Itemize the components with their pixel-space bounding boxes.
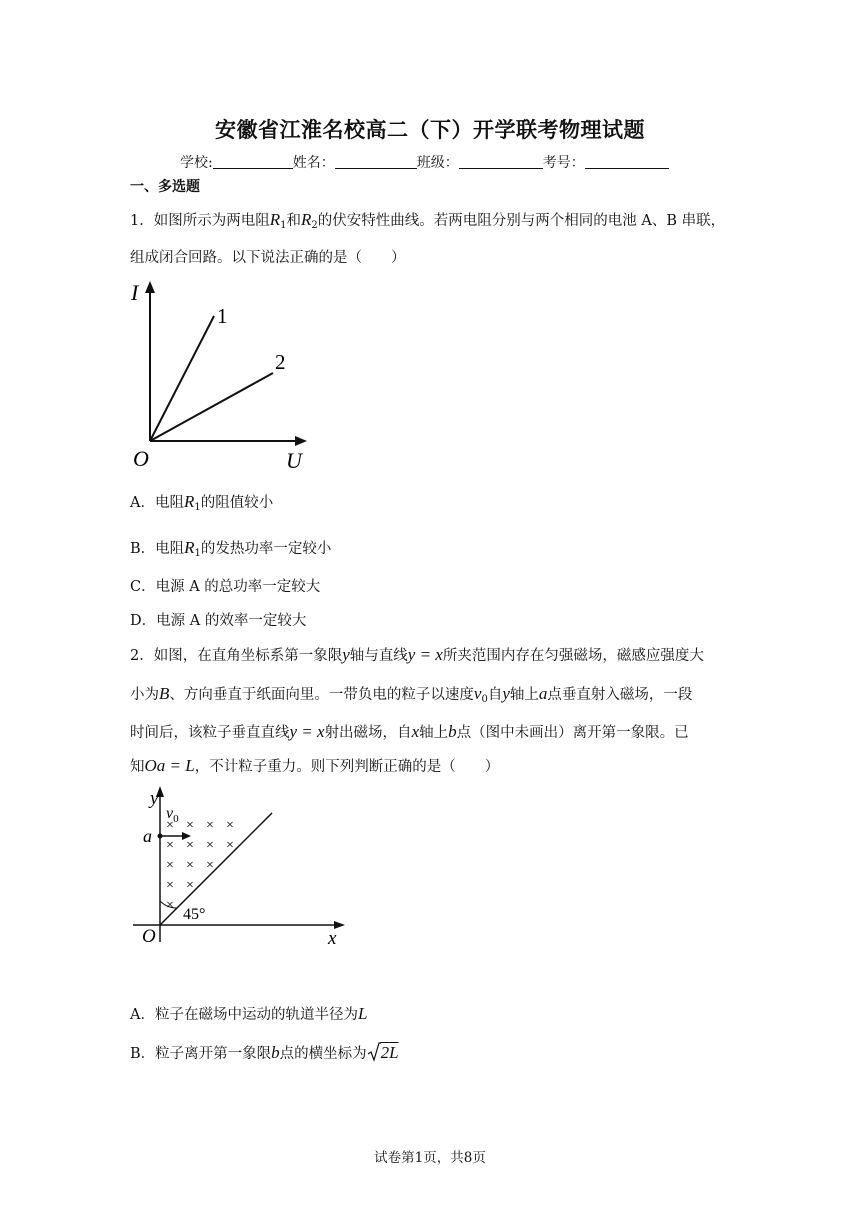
y-symbol: y (502, 684, 510, 703)
sqrt-sign (367, 1041, 381, 1063)
number-blank (585, 168, 669, 169)
q2-text: 、方向垂直于纸面向里。一带负电的粒子以速度 (169, 687, 474, 703)
point-a-dot (158, 834, 163, 839)
origin-label: O (133, 446, 149, 471)
velocity-subscript: 0 (173, 813, 179, 825)
r1-symbol: R (269, 210, 281, 229)
y-axis-label: y (150, 788, 159, 809)
field-mark: × (206, 818, 214, 833)
student-info-line (180, 152, 669, 172)
field-mark: × (166, 818, 174, 833)
field-mark: × (186, 878, 194, 893)
equation-y-eq-x: y = x (407, 645, 443, 664)
q2-stem-line1 (130, 644, 704, 665)
r1-subscript: 1 (194, 502, 201, 513)
q2-text: 轴上 (509, 687, 539, 703)
q1-option-b (130, 537, 331, 559)
q2-stem-line4 (130, 755, 499, 776)
q1-option-d: D．电源 A 的效率一定较大 (130, 613, 307, 629)
q2-text: 点垂直射入磁场，一段 (547, 687, 693, 703)
field-mark: × (226, 818, 234, 833)
q2-text: 小为 (130, 687, 159, 703)
option-text: A．电阻 (130, 495, 184, 511)
field-mark: × (166, 898, 174, 913)
q1-stem-line2: 组成闭合回路。以下说法正确的是（ ） (130, 250, 406, 266)
u-axis-label: U (286, 448, 302, 473)
v0-subscript: 0 (481, 694, 488, 705)
field-mark: × (166, 878, 174, 893)
point-b-symbol: b (448, 722, 457, 741)
point-a-symbol: a (538, 684, 548, 703)
field-mark: × (206, 858, 214, 873)
r1-subscript: 1 (194, 548, 201, 559)
option-text: A．粒子在磁场中运动的轨道半径为 (130, 1007, 358, 1023)
option-text: B．粒子离开第一象限 (130, 1046, 272, 1062)
line-2-label: 2 (275, 350, 286, 374)
b-field-symbol: B (159, 684, 170, 703)
field-mark: × (226, 838, 234, 853)
q1-option-c: C．电源 A 的总功率一定较大 (130, 579, 321, 595)
q2-option-a (130, 1003, 367, 1024)
q2-stem-line2 (130, 683, 692, 705)
sqrt-2-l-value: 2L (380, 1043, 399, 1062)
q2-stem-line3 (130, 721, 689, 742)
option-text: 的发热功率一定较小 (200, 541, 332, 557)
name-blank (335, 168, 417, 169)
option-text: 点的横坐标为 (279, 1046, 367, 1062)
point-a-label: a (143, 826, 152, 846)
r1-symbol: R (184, 538, 195, 557)
section-heading: 一、多选题 (130, 179, 200, 195)
magnetic-field-diagram (128, 782, 348, 952)
x-axis-label: x (328, 928, 337, 949)
class-blank (459, 168, 543, 169)
field-mark: × (166, 858, 174, 873)
r2-subscript: 2 (311, 220, 318, 231)
field-mark: × (206, 838, 214, 853)
q1-text: 和 (286, 213, 301, 229)
q2-option-b (130, 1041, 399, 1063)
field-mark: × (186, 838, 194, 853)
field-marks (166, 818, 234, 913)
l-symbol: L (357, 1004, 368, 1023)
option-text: B．电阻 (130, 541, 185, 557)
angle-label: 45° (183, 906, 206, 923)
v0-symbol: v (473, 684, 482, 703)
q1-text: 1．如图所示为两电阻 (130, 213, 270, 229)
origin-label: O (142, 926, 156, 947)
line-1-label: 1 (217, 304, 228, 328)
r2-symbol: R (301, 210, 312, 229)
r1-subscript: 1 (280, 220, 287, 231)
field-mark: × (186, 858, 194, 873)
velocity-symbol: v (166, 805, 174, 822)
u-axis-arrow (295, 436, 307, 446)
school-label: 学校: (180, 155, 213, 171)
q2-text: 时间后，该粒子垂直直线 (130, 725, 290, 741)
q1-stem-line1 (130, 209, 725, 231)
q2-text: 点（图中未画出）离开第一象限。已 (456, 725, 689, 741)
equation-y-eq-x: y = x (289, 722, 325, 741)
page-title: 安徽省江淮名校高二（下）开学联考物理试题 (215, 118, 645, 142)
r1-symbol: R (183, 492, 195, 511)
option-text: 的阻值较小 (200, 495, 274, 511)
x-symbol: x (411, 722, 420, 741)
q2-text: 知 (130, 759, 145, 775)
equation-oa-eq-l: Oa = L (144, 756, 195, 775)
q2-text: 所夹范围内存在匀强磁场，磁感应强度大 (442, 648, 704, 664)
i-axis-arrow (145, 281, 155, 293)
field-mark: × (186, 818, 194, 833)
q2-text: 自 (487, 687, 503, 703)
page-footer: 试卷第1页，共8页 (374, 1150, 486, 1166)
class-label: 班级： (416, 155, 459, 171)
q1-text: 的伏安特性曲线。若两电阻分别与两个相同的电池 A、B 串联， (317, 213, 726, 229)
y-symbol: y (342, 645, 350, 664)
school-blank (213, 168, 293, 169)
iu-graph (128, 278, 318, 473)
q2-text: 轴与直线 (349, 648, 408, 664)
q2-text: 射出磁场，自 (324, 725, 412, 741)
q1-option-a (130, 491, 273, 513)
i-axis-label: I (131, 280, 139, 305)
field-mark: × (166, 838, 174, 853)
name-label: 姓名： (292, 155, 335, 171)
number-label: 考号： (542, 155, 585, 171)
q2-text: 轴上 (419, 725, 449, 741)
q2-text: 2．如图，在直角坐标系第一象限 (130, 648, 343, 664)
q2-text: ，不计粒子重力。则下列判断正确的是（ ） (194, 759, 500, 775)
point-b-symbol: b (271, 1043, 280, 1062)
